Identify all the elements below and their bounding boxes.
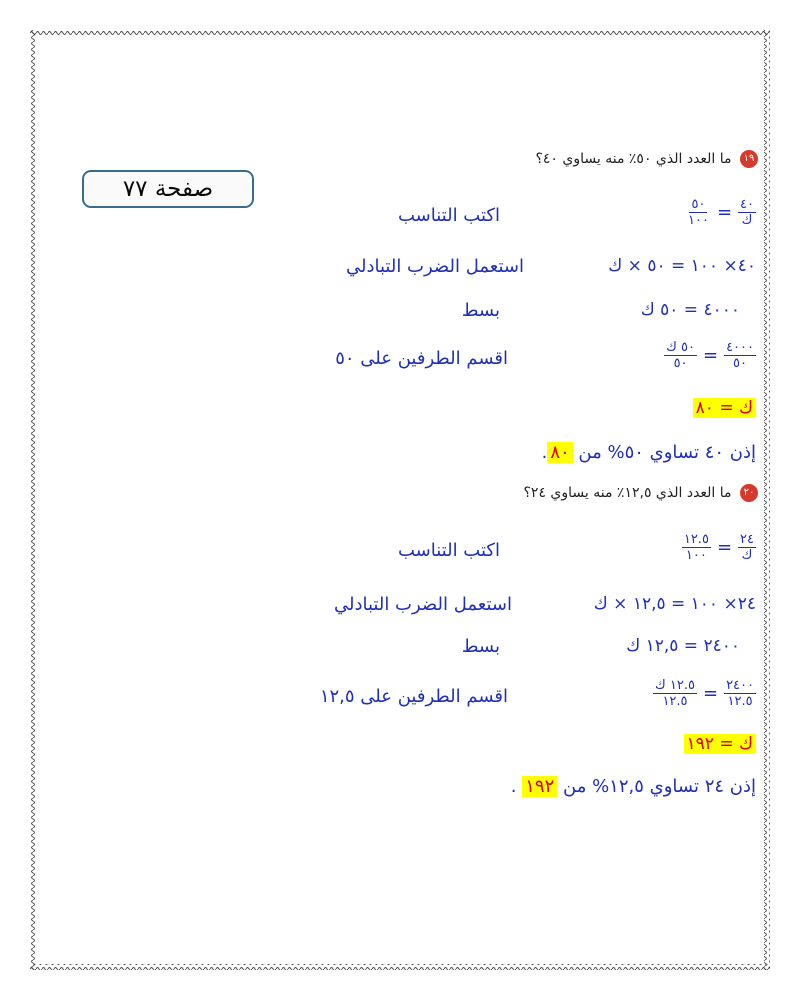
fraction-numerator: ٥٠ ك — [666, 340, 695, 355]
fraction-numerator: ١٢.٥ — [683, 532, 709, 547]
fraction-denominator: ٥٠ — [733, 356, 748, 371]
result-1: ك = ٨٠ — [693, 398, 756, 418]
conclusion-answer: ٨٠ — [547, 442, 572, 463]
fraction-denominator: ٥٠ — [673, 356, 688, 371]
page-label: صفحة ٧٧ — [122, 176, 214, 202]
fraction-denominator: ١٠٠ — [687, 213, 709, 228]
cross-multiply-equation: ٢٤× ١٠٠ = ١٢,٥ × ك — [593, 594, 756, 614]
fraction-denominator: ك — [741, 548, 753, 563]
divide-fractions-1: $\frac{٤٠٠٠}{٥٠}$ = $\frac{\text{٥٠ ك}}{٥٠}$ — [666, 340, 754, 371]
fraction-denominator: ١٠٠ — [685, 548, 707, 563]
fraction-numerator: ٥٠ — [691, 197, 706, 212]
conclusion-text: إذن ٤٠ تساوي ٥٠% من — [578, 442, 756, 463]
simplify-equation: ٢٤٠٠ = ١٢,٥ ك — [626, 636, 740, 656]
fraction-numerator: ٤٠٠٠ — [726, 340, 754, 355]
fraction-numerator: ١٢.٥ ك — [655, 678, 695, 693]
conclusion-period: . — [541, 442, 548, 463]
step-label-proportion: اكتب التناسب — [398, 205, 500, 226]
question-number-badge: ١٩ — [740, 150, 758, 168]
proportion-2: $\frac{٢٤}{\text{ك}}$ = $\frac{١٢.٥}{١٠٠}$ — [683, 532, 754, 563]
conclusion-1 — [542, 442, 756, 463]
question-19 — [535, 150, 758, 168]
step-label-cross-multiply: استعمل الضرب التبادلي — [346, 256, 524, 277]
conclusion-text: إذن ٢٤ تساوي ١٢,٥% من — [563, 776, 756, 797]
conclusion-answer: ١٩٢ — [522, 776, 557, 797]
cross-multiply-equation: ٤٠× ١٠٠ = ٥٠ × ك — [608, 256, 756, 276]
fraction-denominator: ك — [741, 213, 753, 228]
result-2: ك = ١٩٢ — [684, 734, 756, 754]
fraction-numerator: ٤٠ — [740, 197, 754, 212]
fraction-denominator: ١٢.٥ — [727, 694, 753, 709]
question-20 — [523, 484, 758, 502]
page-number-badge — [82, 170, 254, 208]
conclusion-2 — [511, 776, 756, 797]
fraction-denominator: ١٢.٥ — [662, 694, 688, 709]
step-label-cross-multiply: استعمل الضرب التبادلي — [334, 594, 512, 615]
question-text: ما العدد الذي ٥٠٪ منه يساوي ٤٠؟ — [535, 151, 732, 167]
simplify-equation: ٤٠٠٠ = ٥٠ ك — [640, 300, 740, 320]
fraction-numerator: ٢٤٠٠ — [726, 678, 754, 693]
step-label-divide: اقسم الطرفين على ١٢,٥ — [319, 686, 508, 707]
divide-fractions-2: $\frac{٢٤٠٠}{١٢.٥}$ = $\frac{\text{١٢.٥ ك}}{١٢.٥}$ — [655, 678, 754, 709]
conclusion-period: . — [510, 776, 517, 797]
fraction-numerator: ٢٤ — [740, 532, 754, 547]
proportion-1: $\frac{٤٠}{\text{ك}}$ = $\frac{٥٠}{١٠٠}$ — [687, 197, 754, 228]
step-label-simplify: بسط — [461, 636, 500, 657]
step-label-divide: اقسم الطرفين على ٥٠ — [335, 348, 508, 369]
step-label-proportion: اكتب التناسب — [398, 540, 500, 561]
question-text: ما العدد الذي ١٢,٥٪ منه يساوي ٢٤؟ — [523, 485, 732, 501]
step-label-simplify: بسط — [461, 300, 500, 321]
question-number-badge: ٢٠ — [740, 484, 758, 502]
